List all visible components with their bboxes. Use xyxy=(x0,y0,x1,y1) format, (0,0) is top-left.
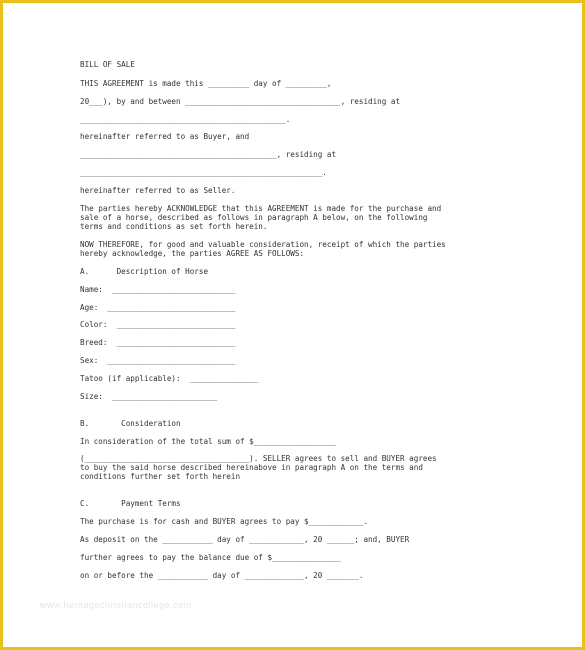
horse-size-field: Size: _______________________ xyxy=(80,392,218,401)
document-title: BILL OF SALE xyxy=(80,60,135,69)
horse-age-field: Age: ____________________________ xyxy=(80,303,236,312)
seller-address-line: _____________________________________________________. xyxy=(80,168,327,177)
section-b-heading: B. Consideration xyxy=(80,419,181,428)
horse-sex-field: Sex: ____________________________ xyxy=(80,356,236,365)
acknowledge-paragraph-line: sale of a horse, described as follows in paragraph A below, on the following xyxy=(80,213,428,222)
buyer-address-line: _____________________________________________. xyxy=(80,115,291,124)
consideration-paragraph-line: conditions further set forth herein xyxy=(80,472,241,481)
horse-name-field: Name: ___________________________ xyxy=(80,285,236,294)
seller-reference-line: hereinafter referred to as Seller. xyxy=(80,186,236,195)
acknowledge-paragraph-line: The parties hereby ACKNOWLEDGE that this AGREEMENT is made for the purchase and xyxy=(80,204,442,213)
consideration-paragraph-line: to buy the said horse described hereinabove in paragraph A on the terms and xyxy=(80,463,423,472)
due-date-line: on or before the ___________ day of _____________, 20 _______. xyxy=(80,571,364,580)
horse-tatoo-field: Tatoo (if applicable): _______________ xyxy=(80,374,259,383)
seller-name-line: ___________________________________________, residing at xyxy=(80,150,337,159)
balance-due-line: further agrees to pay the balance due of $_______________ xyxy=(80,553,341,562)
therefore-paragraph-line: NOW THEREFORE, for good and valuable consideration, receipt of which the parties xyxy=(80,240,446,249)
section-c-heading: C. Payment Terms xyxy=(80,499,181,508)
horse-breed-field: Breed: __________________________ xyxy=(80,338,236,347)
deposit-line: As deposit on the ___________ day of ____________, 20 ______; and, BUYER xyxy=(80,535,410,544)
therefore-paragraph-line: hereby acknowledge, the parties AGREE AS FOLLOWS: xyxy=(80,249,305,258)
section-a-heading: A. Description of Horse xyxy=(80,267,209,276)
acknowledge-paragraph-line: terms and conditions as set forth herein. xyxy=(80,222,268,231)
consideration-sum-line: In consideration of the total sum of $__________________ xyxy=(80,437,337,446)
horse-color-field: Color: __________________________ xyxy=(80,320,236,329)
purchase-cash-line: The purchase is for cash and BUYER agrees to pay $____________. xyxy=(80,517,369,526)
consideration-paragraph-line: (____________________________________). SELLER agrees to sell and BUYER agrees xyxy=(80,454,437,463)
watermark: www.heritagechristiancollege.com xyxy=(40,600,192,610)
agreement-date-line: THIS AGREEMENT is made this _________ day of _________, xyxy=(80,79,332,88)
buyer-reference-line: hereinafter referred to as Buyer, and xyxy=(80,132,250,141)
parties-line: 20___), by and between __________________________________, residing at xyxy=(80,97,401,106)
